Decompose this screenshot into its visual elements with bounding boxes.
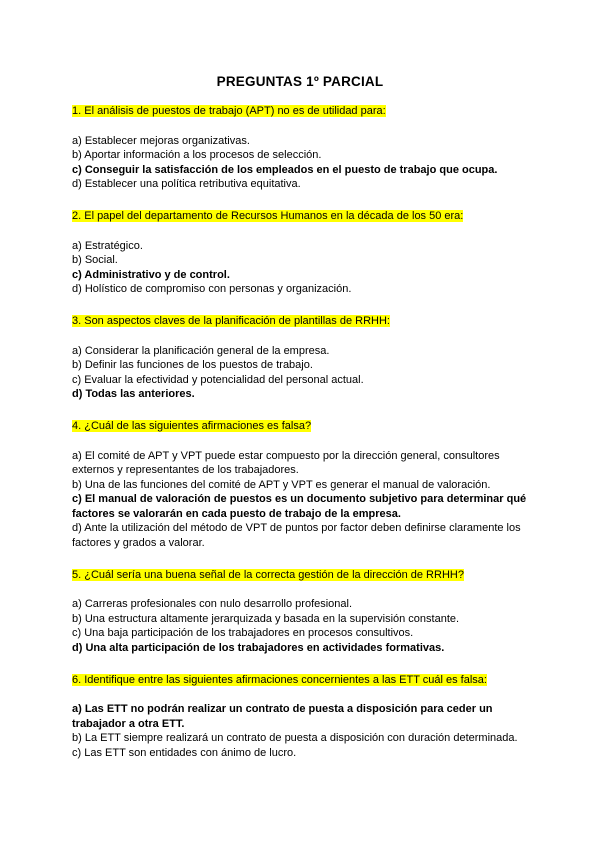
- question-3: [72, 314, 532, 329]
- question-4-answer-d: d) Ante la utilización del método de VPT de puntos por factor deben definirse claramente los factores y grados a valorar.: [72, 522, 521, 550]
- question-2-answer-b: b) Social.: [72, 254, 118, 267]
- question-3-answer-d: d) Todas las anteriores.: [72, 388, 195, 401]
- question-1-answer-d: d) Establecer una política retributiva equitativa.: [72, 178, 301, 191]
- question-1-answer-a: a) Establecer mejoras organizativas.: [72, 134, 250, 147]
- question-4-answer-a: a) El comité de APT y VPT puede estar compuesto por la dirección general, consultores externos y representantes de los trabajadores.: [72, 449, 500, 477]
- question-1-answer-c: c) Conseguir la satisfacción de los empleados en el puesto de trabajo que ocupa.: [72, 163, 498, 176]
- question-2-answer-d: d) Holístico de compromiso con personas y organización.: [72, 283, 352, 296]
- question-5-answer-d: d) Una alta participación de los trabajadores en actividades formativas.: [72, 642, 445, 655]
- question-3-text: 3. Son aspectos claves de la planificación de plantillas de RRHH:: [72, 314, 390, 327]
- question-5: [72, 568, 532, 583]
- question-6-answer-b: b) La ETT siempre realizará un contrato de puesta a disposición con duración determinada.: [72, 732, 518, 745]
- question-5-text: 5. ¿Cuál sería una buena señal de la correcta gestión de la dirección de RRHH?: [72, 568, 464, 581]
- question-2-text: 2. El papel del departamento de Recursos Humanos en la década de los 50 era:: [72, 209, 464, 222]
- question-3-answer-a: a) Considerar la planificación general de la empresa.: [72, 344, 330, 357]
- question-4-answer-c: c) El manual de valoración de puestos es un documento subjetivo para determinar qué factores se valorarán en cada puesto de trabajo de la empresa.: [72, 493, 527, 520]
- question-list: [72, 104, 532, 761]
- question-4: [72, 419, 532, 434]
- question-4-answer-b: b) Una de las funciones del comité de APT y VPT es generar el manual de valoración.: [72, 478, 491, 491]
- question-2-answer-c: c) Administrativo y de control.: [72, 268, 230, 281]
- question-2-answer-a: a) Estratégico.: [72, 239, 143, 252]
- question-3-answer-b: b) Definir las funciones de los puestos de trabajo.: [72, 359, 313, 372]
- question-1: [72, 104, 532, 119]
- question-6-text: 6. Identifique entre las siguientes afirmaciones concernientes a las ETT cuál es falsa:: [72, 673, 487, 686]
- question-3-answer-c: c) Evaluar la efectividad y potencialidad del personal actual.: [72, 373, 364, 386]
- question-5-answer-b: b) Una estructura altamente jerarquizada y basada en la supervisión constante.: [72, 612, 460, 625]
- question-6-answer-c: c) Las ETT son entidades con ánimo de lucro.: [72, 747, 297, 759]
- question-5-answer-c: c) Una baja participación de los trabajadores en procesos consultivos.: [72, 627, 414, 640]
- question-2: [72, 209, 532, 224]
- question-4-text: 4. ¿Cuál de las siguientes afirmaciones es falsa?: [72, 419, 312, 432]
- question-6-answer-a: a) Las ETT no podrán realizar un contrato de puesta a disposición para ceder un trabajador a otra ETT.: [72, 703, 493, 730]
- page-title: PREGUNTAS 1º PARCIAL: [216, 74, 384, 89]
- question-1-text: 1. El análisis de puestos de trabajo (APT) no es de utilidad para:: [72, 105, 386, 117]
- question-5-answer-a: a) Carreras profesionales con nulo desarrollo profesional.: [72, 598, 353, 611]
- question-6: [72, 673, 532, 688]
- question-1-answer-b: b) Aportar información a los procesos de selección.: [72, 149, 322, 162]
